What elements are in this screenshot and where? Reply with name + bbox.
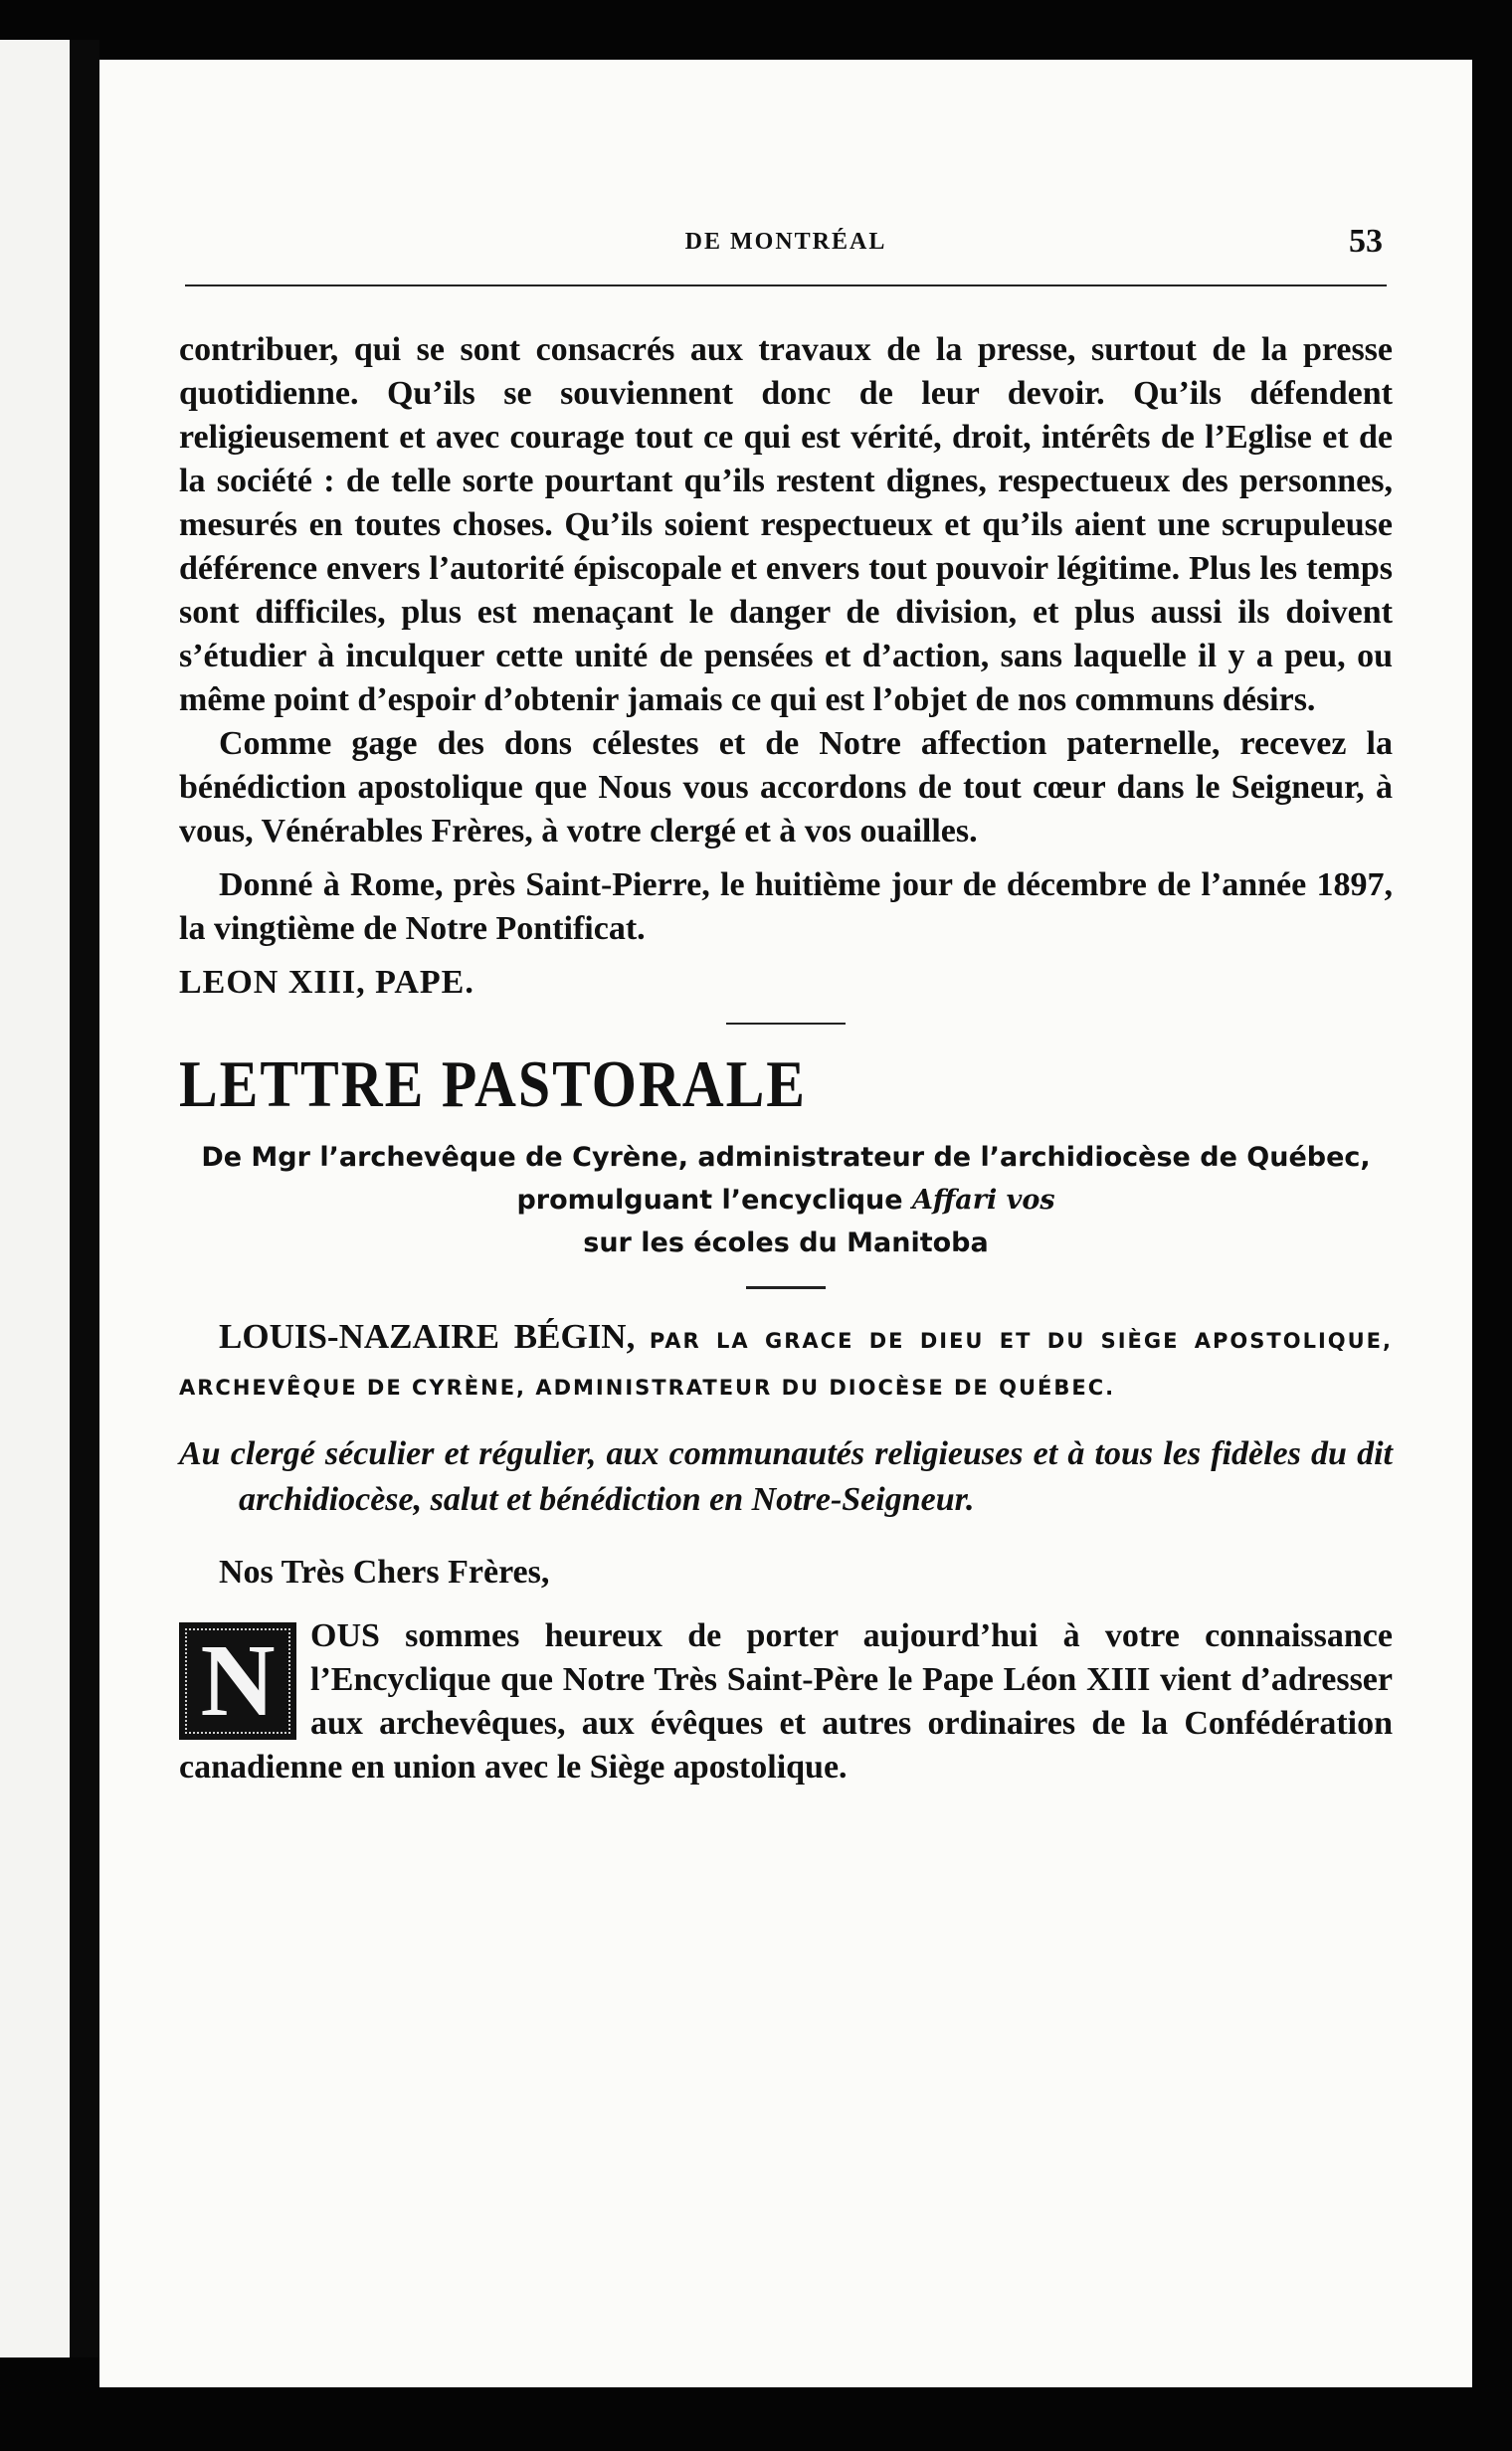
book-gutter [70, 40, 99, 2357]
author-name: LOUIS-NAZAIRE BÉGIN, [219, 1317, 636, 1356]
pastoral-title: LETTRE PASTORALE [179, 1046, 807, 1121]
drop-cap-letter: N [200, 1623, 276, 1738]
letter-dating: Donné à Rome, près Saint-Pierre, le huitième jour de décembre de l’année 1897, la vingtième de Notre Pontificat. [179, 866, 1393, 947]
letter-paragraph-2: Comme gage des dons célestes et de Notre affection paternelle, recevez la bénédiction apostolique que Nous vous accordons de tout cœur dans le Seigneur, à vous, Vénérables Frères, à votre clergé et à vos ouailles. [179, 725, 1393, 849]
subtitle-text: De Mgr l’archevêque de Cyrène, administrateur de l’archidiocèse de Québec, promulguant l’encyclique [201, 1142, 1371, 1216]
opening-text: OUS sommes heureux de porter aujourd’hui à votre connaissance l’Encyclique que Notre Très Saint-Père le Pape Léon XIII vient d’adresser aux archevêques, aux évêques et autres ordinaires de la Confédération canadienne en union avec le Siège apostolique. [179, 1617, 1393, 1786]
pastoral-subtitle [179, 1136, 1393, 1264]
header-rule [185, 284, 1387, 286]
salutation: Nos Très Chers Frères, [219, 1554, 550, 1591]
ornamental-drop-cap [179, 1622, 296, 1740]
page-number: 53 [1349, 223, 1383, 260]
book-page [99, 60, 1472, 2387]
author-titles: PAR LA GRACE DE DIEU ET DU SIÈGE APOSTOLIQUE, ARCHEVÊQUE DE CYRÈNE, ADMINISTRATEUR DU DIOCÈSE DE QUÉBEC. [179, 1329, 1394, 1400]
opening-paragraph [179, 1614, 1393, 1790]
encyclical-title: Affari vos [911, 1185, 1055, 1216]
letter-paragraph-1: contribuer, qui se sont consacrés aux travaux de la presse, surtout de la presse quotidienne. Qu’ils se souviennent donc de leur devoir. Qu’ils défendent religieusement et avec courage tout ce qui est vérité, droit, intérêts de l’Eglise et de la société : de telle sorte pourtant qu’ils restent dignes, respectueux des personnes, mesurés en toutes choses. Qu’ils soient respectueux et qu’ils aient une scrupuleuse déférence envers l’autorité épiscopale et envers tout pouvoir légitime. Plus les temps sont difficiles, plus est menaçant le danger de division, et plus aussi ils doivent s’étudier à inculquer cette unité de pensées et d’action, sans laquelle il y a peu, ou même point d’espoir d’obtenir jamais ce qui est l’objet de nos communs désirs. [179, 331, 1393, 718]
running-title: DE MONTRÉAL [684, 229, 887, 255]
papal-signature: LEON XIII, PAPE. [179, 964, 474, 1001]
page-body [179, 328, 1393, 1790]
address-text: Au clergé séculier et régulier, aux communautés religieuses et à tous les fidèles du dit archidiocèse, salut et bénédiction en Notre-Seigneur. [179, 1435, 1393, 1518]
author-line [179, 1315, 1393, 1410]
short-divider [746, 1286, 826, 1289]
running-header [189, 223, 1383, 269]
facing-page-edge [0, 40, 70, 2357]
subtitle-topic: sur les écoles du Manitoba [583, 1227, 989, 1258]
address-line [179, 1431, 1393, 1523]
section-divider [726, 1023, 846, 1025]
